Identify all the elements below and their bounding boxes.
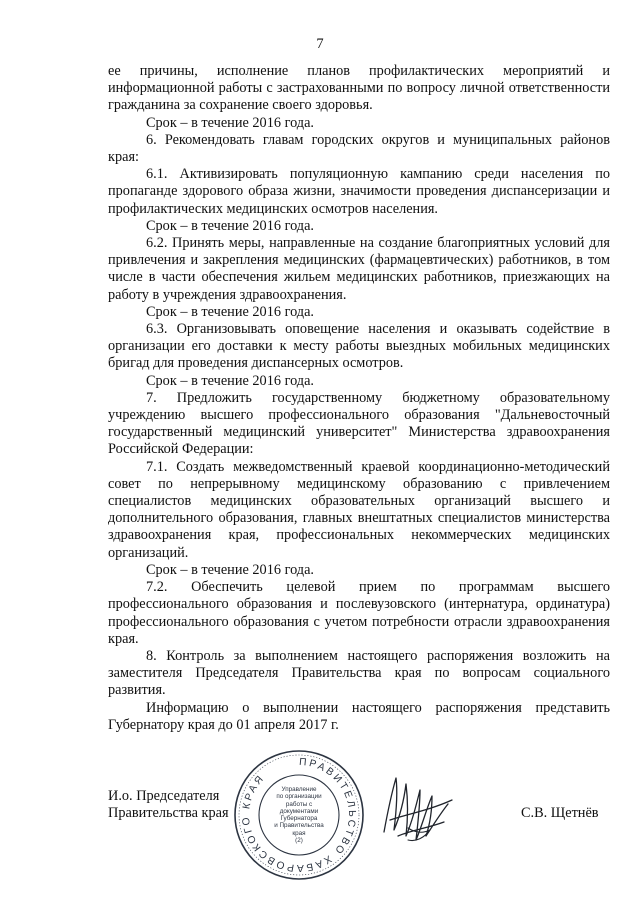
signatory-title-line-1: И.о. Председателя bbox=[108, 788, 220, 804]
official-seal bbox=[232, 748, 366, 882]
seal-center-text bbox=[268, 786, 330, 844]
body-paragraph: Информацию о выполнении настоящего распоряжения представить Губернатору края до 01 апреля 2017 г. bbox=[108, 699, 610, 733]
seal-center-line: и Правительства bbox=[274, 822, 324, 830]
signatory-title-line-2: Правительства края bbox=[108, 805, 229, 822]
body-paragraph: 7. Предложить государственному бюджетному образовательному учреждению высшего профессионального образования "Дальневосточный государственный медицинский университет" Министерства здравоохранения Российской Федерации: bbox=[108, 389, 610, 458]
body-paragraph: 8. Контроль за выполнением настоящего распоряжения возложить на заместителя Председателя Правительства края по вопросам социального развития. bbox=[108, 647, 610, 699]
signatory-title bbox=[108, 788, 229, 822]
seal-center-line: Управление bbox=[281, 786, 317, 793]
body-paragraph: 6.1. Активизировать популяционную кампанию среди населения по пропаганде здорового образа жизни, значимости проведения диспансеризации и профилактических медицинских осмотров населения. bbox=[108, 166, 610, 217]
seal-center-line: (2) bbox=[295, 837, 303, 845]
seal-ring-text-path: ПРАВИТЕЛЬСТВО ХАБАРОВСКОГО КРАЯ bbox=[240, 756, 358, 874]
deadline-line: Срок – в течение 2016 года. bbox=[146, 561, 315, 578]
body-paragraph: 6.3. Организовывать оповещение населения и оказывать содействие в организации его доставки к месту работы выездных мобильных медицинских бригад для проведения диспансерных осмотров. bbox=[108, 321, 610, 372]
deadline-line: Срок – в течение 2016 года. bbox=[146, 114, 315, 131]
seal-center-line: края bbox=[292, 829, 306, 837]
deadline-line: Срок – в течение 2016 года. bbox=[146, 372, 315, 389]
body-paragraph: ее причины, исполнение планов профилактических мероприятий и информационной работы с застрахованными по вопросу личной ответственности гражданина за сохранение своего здоровья. bbox=[108, 63, 610, 114]
body-paragraph: 6. Рекомендовать главам городских округов и муниципальных районов края: bbox=[108, 131, 610, 166]
signatory-name: С.В. Щетнёв bbox=[521, 805, 599, 821]
page-number: 7 bbox=[316, 36, 324, 52]
seal-center-line: по организации bbox=[276, 793, 322, 801]
deadline-line: Срок – в течение 2016 года. bbox=[146, 303, 315, 320]
seal-center-line: Губернатора bbox=[280, 815, 318, 823]
body-paragraph: 7.1. Создать межведомственный краевой координационно-методический совет по непрерывному медицинскому образованию с привлечением специалистов медицинских образовательных организаций высшего и дополнительного образования, главных внештатных специалистов министерства здравоохранения края, профессиональных некоммерческих медицинских организаций. bbox=[108, 458, 610, 561]
deadline-line: Срок – в течение 2016 года. bbox=[146, 217, 315, 234]
seal-center-line: работы с документами bbox=[279, 800, 319, 815]
body-paragraph: 6.2. Принять меры, направленные на создание благоприятных условий для привлечения и закрепления медицинских (фармацевтических) работников, в том числе в части обеспечения жильем медицинских работников, приезжающих на работу в учреждения здравоохранения. bbox=[108, 235, 610, 303]
body-paragraph: 7.2. Обеспечить целевой прием по программам высшего профессионального образования и послевузовского (интернатура, ординатура) профессионального образования с учетом потребности отрасли здравоохранения края. bbox=[108, 579, 610, 647]
handwritten-signature bbox=[378, 770, 458, 846]
